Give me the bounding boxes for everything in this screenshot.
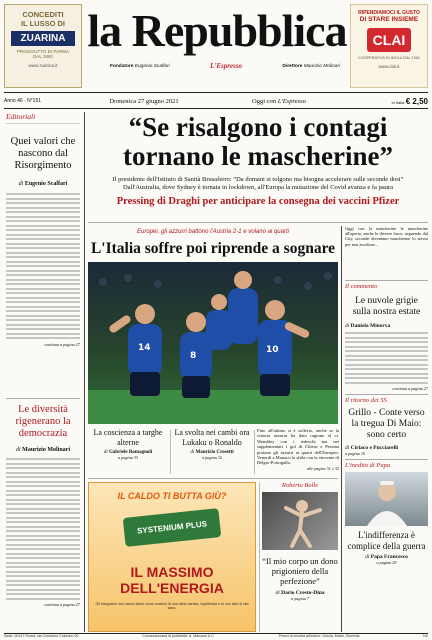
- papa-title[interactable]: L'indifferenza è complice della guerra: [347, 530, 426, 551]
- editorial-byline: Eugenio Scalfari: [24, 181, 68, 187]
- dateline-rule: [4, 108, 428, 109]
- caption-2-byline: Maurizio Crosetti: [195, 450, 234, 455]
- ad-left-sub2: DAL 1860: [33, 54, 53, 59]
- papa-byline-prefix: di: [365, 554, 370, 561]
- svg-text:8: 8: [190, 351, 197, 361]
- ad-right-url: www.clai.it: [378, 64, 400, 69]
- m5s-byline-prefix: di: [345, 445, 350, 452]
- caption-1[interactable]: [88, 428, 168, 460]
- football-celebration-image: [88, 262, 338, 424]
- svg-text:10: 10: [266, 345, 279, 355]
- bolle-section: Roberto Bolle: [281, 482, 319, 489]
- today-mag: L'Espresso: [277, 97, 306, 105]
- editorial-section: [6, 112, 80, 347]
- editorial-continue[interactable]: continua a pagina 27: [44, 341, 80, 347]
- bolle-continue: a pagina 7: [291, 596, 309, 601]
- espresso-logo: L'Espresso: [210, 62, 243, 70]
- ad-systenium[interactable]: [88, 482, 256, 632]
- section-papa: L'inedito di Papa: [345, 462, 391, 470]
- anno: Anno 46 · N°151: [4, 98, 42, 104]
- m5s-title[interactable]: Grillo - Conte verso la tregua Di Maio: sono certo: [348, 408, 425, 441]
- bolle-photo: [262, 492, 338, 550]
- caption-2-byline-prefix: di: [190, 450, 195, 455]
- ad-center-product: SYSTENIUM PLUS: [123, 508, 222, 547]
- masthead-credits: [110, 62, 340, 70]
- lead-headline-line2[interactable]: tornano le mascherine”: [123, 141, 393, 171]
- papa-photo: [345, 472, 428, 526]
- ad-left-brand: ZUARINA: [11, 31, 75, 46]
- caption-1-title: La coscienza a targhe alterne: [93, 428, 163, 447]
- svg-text:14: 14: [138, 343, 151, 353]
- ad-zuarina[interactable]: [4, 4, 82, 88]
- euro-text-continue: alle pagine 31 e 32: [306, 465, 339, 471]
- ad-clai[interactable]: [350, 4, 428, 88]
- ad-left-line1: CONCEDITI: [22, 10, 64, 19]
- editorial-byline-prefix: di: [18, 181, 24, 187]
- ad-left-sub1: PROSCIUTTO DI PARMA: [16, 49, 70, 54]
- comment-body: [345, 332, 428, 384]
- second-byline-prefix: di: [16, 447, 21, 453]
- price-label: In Italia: [391, 99, 405, 105]
- euro-kicker: Europei, gli azzurri battono l'Austria 2-1 e volano ai quarti: [137, 229, 289, 235]
- founder-name: Eugenio Scalfari: [134, 63, 170, 69]
- second-body: [6, 458, 80, 600]
- ad-right-sub: COOPERATIVA DI IMOLA DAL 1962: [358, 56, 420, 60]
- ad-left-line2: IL LUSSO DI: [20, 19, 66, 28]
- m5s-continue: a pagina 10: [345, 451, 366, 457]
- bolle-byline-prefix: di: [275, 590, 280, 596]
- ad-center-line2: DELL'ENERGIA: [120, 580, 224, 596]
- ad-right-line1: RIPENDIAMOCI IL GUSTO: [358, 10, 420, 16]
- second-title[interactable]: Le diversità rigenerano la democrazia: [15, 404, 71, 439]
- pope-icon: [345, 472, 428, 526]
- caption-1-continue: a pagina 33: [117, 455, 138, 460]
- today-label: Oggi con: [252, 97, 277, 105]
- right-column: [345, 226, 428, 566]
- right-top-text: Oggi con la mascherine le mascherine all'aperto, anche le diverse fasce, seguendo dal City, seconde diventano mascherine lo stesso per non ascoltare...: [345, 226, 428, 247]
- papa-continue: a pagina 29: [376, 560, 397, 566]
- lead-summary: Il presidente dell'Istituto di Sanità Brusaferro: “Da domani si tolgono ma bisogna accelerare sulle seconde dosi” Dall'Australia, dove Sydney è tornata in lockdown, all'Europa la mutazione del Covid avanza e fa paura: [112, 176, 404, 191]
- price: € 2,50: [405, 96, 428, 106]
- ad-right-brand: CLAI: [367, 28, 411, 52]
- football-photo[interactable]: [88, 262, 338, 424]
- section-commento: Il commento: [345, 283, 378, 290]
- section-editoriali: Editoriali: [6, 112, 80, 124]
- caption-1-byline-prefix: di: [103, 450, 108, 455]
- caption-2[interactable]: [172, 428, 252, 460]
- footer-col1: Sede: 00147 Roma, via Cristoforo Colombo 90: [4, 634, 79, 638]
- second-byline: Maurizio Molinari: [22, 447, 70, 453]
- euro-text: [257, 428, 339, 471]
- ad-left-url: www.zuarina.it: [28, 63, 58, 68]
- ad-right-line2: DI STARE INSIEME: [359, 16, 419, 23]
- ad-center-top: IL CALDO TI BUTTA GIÙ?: [117, 491, 227, 501]
- ad-center-disclaimer: Gli integratori non vanno intesi come sostituti di una dieta variata, equilibrata e di uno stile di vita sano.: [95, 602, 249, 610]
- director-name: Maurizio Molinari: [303, 63, 340, 69]
- footer-col2: Concessionaria di pubblicità: A. Manzoni & C.: [142, 634, 215, 638]
- euro-text-body: Fino all'ultimo si è sofferto, anche se la vittoria azzurra ha dato ragione al ct. Wembley con i tedeschi ma nei supplementari i gol di Chiesa e Pessina portano gli azzurri ai quarti dell'Europeo. Venerdì a Monaco la sfida con la vincente di Belgio-Portogallo.: [257, 428, 339, 466]
- ad-center-line1: IL MASSIMO: [130, 564, 214, 580]
- masthead-rule: [4, 92, 428, 93]
- footer-page: NZ: [423, 634, 428, 638]
- date: Domenica 27 giugno 2021: [109, 97, 179, 105]
- comment-title[interactable]: Le nuvole grigie sulla nostra estate: [352, 296, 421, 317]
- caption-2-continue: a pagina 32: [201, 455, 222, 460]
- second-editorial: [6, 404, 80, 607]
- lead-headline-line1[interactable]: “Se risalgono i contagi: [128, 112, 388, 142]
- caption-2-title: La svolta nei cambi ora Lukaku o Ronaldo: [174, 428, 250, 447]
- comment-continue[interactable]: continua a pagina 27: [392, 386, 428, 391]
- footer: [4, 634, 428, 640]
- lead-subhead[interactable]: Pressing di Draghi per anticipare la consegna dei vaccini Pfizer: [116, 196, 400, 207]
- editorial-body: [6, 193, 80, 339]
- comment-byline-prefix: di: [345, 323, 350, 329]
- editorial-title[interactable]: Quei valori che nascono dal Risorgimento: [10, 136, 76, 171]
- director-label: Direttore: [282, 63, 303, 69]
- papa-byline: Papa Francesco: [370, 554, 408, 561]
- euro-headline[interactable]: L'Italia soffre poi riprende a sognare: [90, 240, 336, 257]
- m5s-byline: Ciriaco e Pucciarelli: [350, 445, 399, 452]
- footer-col3: Prezzi di vendita all'estero: Grecia, Malta, Slovenia: [278, 634, 360, 638]
- lead-story: [88, 113, 428, 208]
- bolle-byline: Dario Cresto-Dina: [281, 590, 325, 596]
- masthead-title: la Repubblica: [87, 5, 347, 56]
- dancer-icon: [262, 492, 338, 550]
- section-5s: Il ritorno dei 5S: [345, 397, 387, 405]
- bolle-story: [262, 482, 338, 601]
- dateline: [4, 95, 428, 107]
- comment-byline: Daniela Minerva: [350, 323, 391, 329]
- second-continue[interactable]: continua a pagina 27: [44, 602, 80, 607]
- caption-1-byline: Gabriele Romagnoli: [108, 450, 153, 455]
- bolle-title[interactable]: “Il mio corpo un dono prigioniero della perfezione”: [262, 556, 338, 586]
- founder-label: Fondatore: [110, 63, 134, 69]
